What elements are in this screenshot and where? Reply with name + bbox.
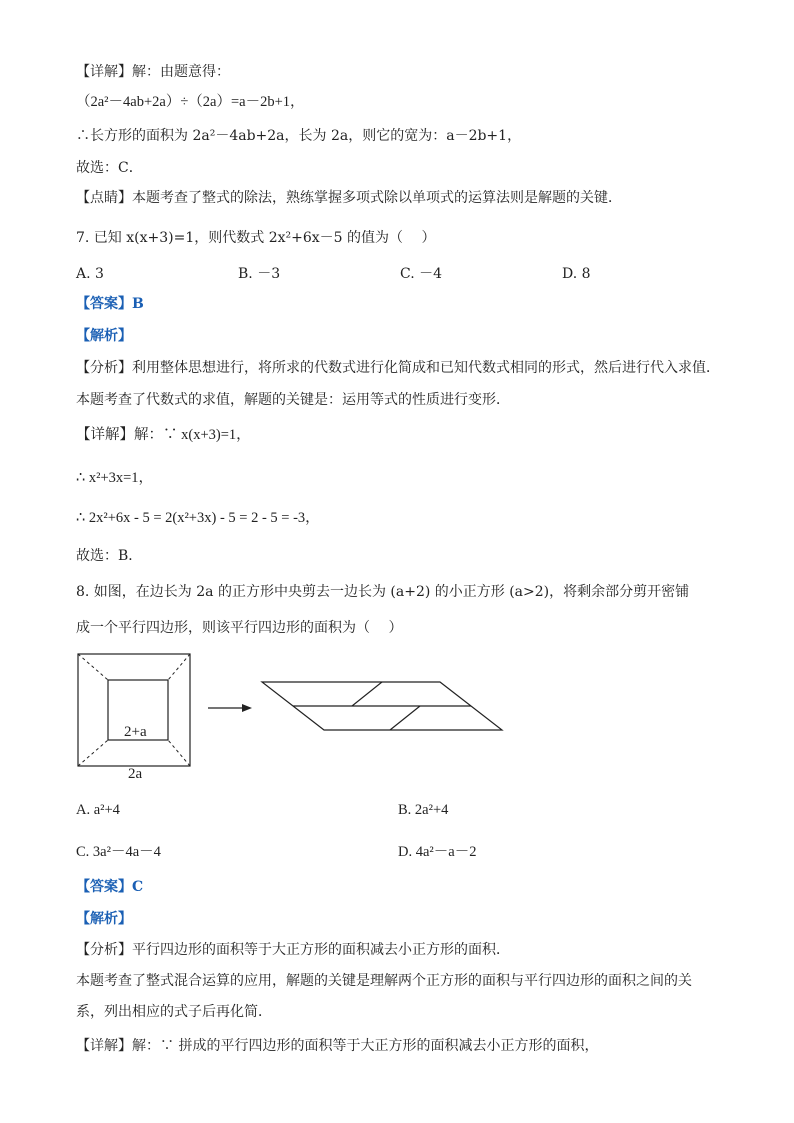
q8-figure [72,650,512,780]
q7-option-c: C. －4 [400,266,443,282]
q8-option-d: D. 4a²－a－2 [398,844,477,860]
q7-option-d: D. 8 [562,266,591,282]
q6-detail-header: 【详解】解：由题意得： [76,64,230,80]
q8-analysis-2: 本题考查了整式混合运算的应用，解题的关键是理解两个正方形的面积与平行四边形的面积之间的关 [76,973,692,989]
q7-analysis-2: 本题考查了代数式的求值，解题的关键是：运用等式的性质进行变形． [76,392,510,408]
q7-detail-3: ∴ 2x²+6x - 5 = 2(x²+3x) - 5 = 2 - 5 = -3， [76,510,320,526]
dashed-line-tl [78,654,108,680]
dashed-line-bl [78,740,108,766]
q8-option-c: C. 3a²－4a－4 [76,844,161,860]
q8-answer: 【答案】C [76,879,144,895]
q8-detail-1: 【详解】解：∵ 拼成的平行四边形的面积等于大正方形的面积减去小正方形的面积， [76,1038,599,1054]
q7-analysis: 【分析】利用整体思想进行，将所求的代数式进行化简成和已知代数式相同的形式，然后进行代入求值． [76,360,720,376]
q7-detail-1: 【详解】解：∵ x(x+3)=1， [76,427,251,443]
outer-label: 2a [128,766,143,780]
q8-stem-1: 8. 如图，在边长为 2a 的正方形中央剪去一边长为 (a+2) 的小正方形 (a>2)，将剩余部分剪开密铺 [76,584,690,600]
q8-stem-2: 成一个平行四边形，则该平行四边形的面积为（ ） [76,620,403,636]
q7-analysis-header: 【解析】 [76,328,132,344]
outer-square [78,654,190,766]
q8-analysis-3: 系，列出相应的式子后再化简． [76,1004,272,1020]
q6-conclusion: ∴长方形的面积为 2a²－4ab+2a，长为 2a，则它的宽为：a－2b+1， [76,128,522,144]
q6-tip: 【点睛】本题考查了整式的除法，熟练掌握多项式除以单项式的运算法则是解题的关键． [76,190,622,206]
dashed-line-tr [168,654,190,680]
q7-choice: 故选：B． [76,548,143,564]
q7-detail-2: ∴ x²+3x=1， [76,470,154,486]
q8-option-a: A. a²+4 [76,802,120,818]
q7-stem: 7. 已知 x(x+3)=1，则代数式 2x²+6x－5 的值为（ ） [76,230,436,246]
inner-label: 2+a [124,724,147,740]
q7-option-b: B. －3 [238,266,281,282]
dashed-line-br [168,740,190,766]
q8-analysis: 【分析】平行四边形的面积等于大正方形的面积减去小正方形的面积． [76,942,510,958]
q6-choice: 故选：C． [76,160,143,176]
q6-equation: （2a²－4ab+2a）÷（2a）=a－2b+1， [76,94,305,110]
arrow-head [242,704,252,712]
q7-answer: 【答案】B [76,296,144,312]
parallelogram-cut-1 [352,682,382,706]
parallelogram-cut-2 [390,706,420,730]
q8-option-b: B. 2a²+4 [398,802,449,818]
q8-analysis-header: 【解析】 [76,911,132,927]
q7-option-a: A. 3 [76,266,104,282]
